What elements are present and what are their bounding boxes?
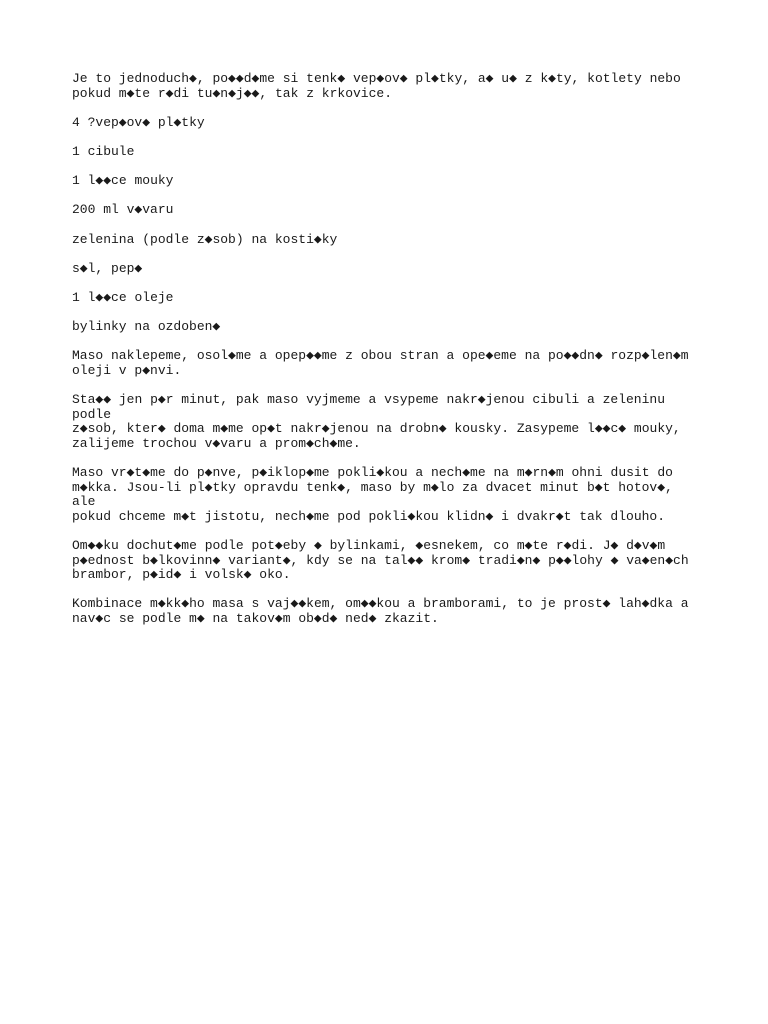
ingredient-salt-pepper: s◆l, pep◆ bbox=[72, 260, 143, 276]
intro-paragraph: Je to jednoduch◆, po◆◆d◆me si tenk◆ vep◆ov◆ pl◆tky, a◆ u◆ z k◆ty, kotlety nebo pokud m◆te r◆di tu◆n◆j◆◆, tak z krkovice. bbox=[72, 71, 681, 101]
ingredient-flour: 1 l◆◆ce mouky bbox=[72, 173, 174, 189]
step-1-paragraph: Maso naklepeme, osol◆me a opep◆◆me z obou stran a ope◆eme na po◆◆dn◆ rozp◆len◆m oleji v p◆nvi. bbox=[72, 348, 689, 378]
ingredient-pork-slices: 4 ?vep◆ov◆ pl◆tky bbox=[72, 114, 205, 130]
step-3-paragraph: Maso vr◆t◆me do p◆nve, p◆iklop◆me pokli◆kou a nech◆me na m◆rn◆m ohni dusit do m◆kka. Jsou-li pl◆tky opravdu tenk◆, maso by m◆lo za dvacet minut b◆t hotov◆, ale pokud chceme m◆t jistotu, nech◆me pod pokli◆kou klidn◆ i dvakr◆t tak dlouho. bbox=[72, 465, 673, 524]
ingredient-oil: 1 l◆◆ce oleje bbox=[72, 289, 174, 305]
step-4-paragraph: Om◆◆ku dochut◆me podle pot◆eby ◆ bylinkami, ◆esnekem, co m◆te r◆di. J◆ d◆v◆m p◆ednost b◆lkovinn◆ variant◆, kdy se na tal◆◆ krom◆ tradi◆n◆ p◆◆lohy ◆ va◆en◆ch brambor, p◆id◆ i volsk◆ oko. bbox=[72, 538, 689, 583]
ingredient-herbs: bylinky na ozdoben◆ bbox=[72, 319, 221, 335]
ingredient-broth: 200 ml v◆varu bbox=[72, 202, 174, 218]
step-2-paragraph: Sta◆◆ jen p◆r minut, pak maso vyjmeme a vsypeme nakr◆jenou cibuli a zeleninu podle z◆sob, kter◆ doma m◆me op◆t nakr◆jenou na drobn◆ kousky. Zasypeme l◆◆c◆ mouky, zalijeme trochou v◆varu a prom◆ch◆me. bbox=[72, 392, 681, 451]
ingredient-vegetables: zelenina (podle z◆sob) na kosti◆ky bbox=[72, 231, 338, 247]
closing-paragraph: Kombinace m◆kk◆ho masa s vaj◆◆kem, om◆◆kou a bramborami, to je prost◆ lah◆dka a nav◆c se podle m◆ na takov◆m ob◆d◆ ned◆ zkazit. bbox=[72, 596, 689, 626]
ingredient-onion: 1 cibule bbox=[72, 143, 135, 159]
